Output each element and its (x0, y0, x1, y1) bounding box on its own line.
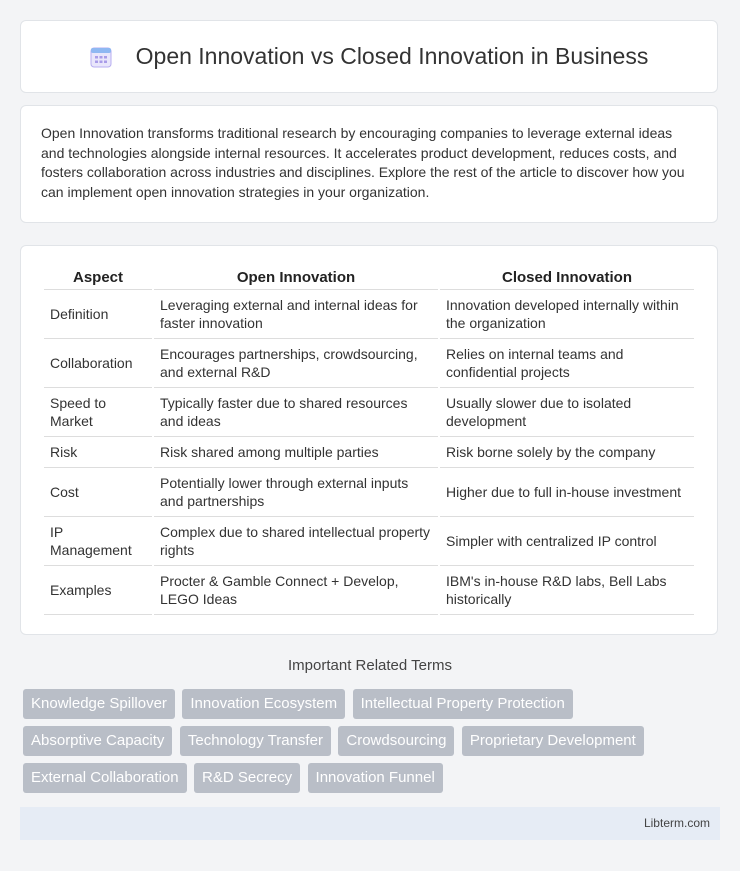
page-title: Open Innovation vs Closed Innovation in Business (135, 43, 649, 69)
open-cell: Procter & Gamble Connect + Develop, LEGO Ideas (154, 566, 438, 615)
tag-rd-secrecy[interactable]: R&D Secrecy (194, 763, 300, 793)
table-row (44, 468, 694, 517)
aspect-cell: Speed to Market (44, 388, 152, 437)
tag-intellectual-property-protection[interactable]: Intellectual Property Protection (353, 689, 573, 719)
tag-innovation-ecosystem[interactable]: Innovation Ecosystem (182, 689, 345, 719)
comparison-card (20, 245, 718, 635)
table-row (44, 437, 694, 468)
tag-proprietary-development[interactable]: Proprietary Development (462, 726, 644, 756)
footer-site-link[interactable]: Libterm.com (643, 816, 710, 830)
aspect-cell: Collaboration (44, 339, 152, 388)
header-open-innovation: Open Innovation (154, 266, 438, 290)
closed-cell: Innovation developed internally within the organization (440, 290, 694, 339)
table-row (44, 290, 694, 339)
intro-card (20, 105, 718, 223)
aspect-cell: Definition (44, 290, 152, 339)
open-cell: Complex due to shared intellectual property rights (154, 517, 438, 566)
tag-crowdsourcing[interactable]: Crowdsourcing (338, 726, 454, 756)
table-row (44, 517, 694, 566)
aspect-cell: Examples (44, 566, 152, 615)
closed-cell: IBM's in-house R&D labs, Bell Labs historically (440, 566, 694, 615)
aspect-cell: Risk (44, 437, 152, 468)
table-row (44, 339, 694, 388)
related-terms-list (23, 689, 723, 800)
related-terms-title: Important Related Terms (288, 657, 452, 674)
open-cell: Potentially lower through external inputs and partnerships (154, 468, 438, 517)
open-cell: Encourages partnerships, crowdsourcing, and external R&D (154, 339, 438, 388)
open-cell: Typically faster due to shared resources and ideas (154, 388, 438, 437)
tag-knowledge-spillover[interactable]: Knowledge Spillover (23, 689, 175, 719)
open-cell: Risk shared among multiple parties (154, 437, 438, 468)
tag-technology-transfer[interactable]: Technology Transfer (180, 726, 331, 756)
tag-innovation-funnel[interactable]: Innovation Funnel (308, 763, 443, 793)
aspect-cell: Cost (44, 468, 152, 517)
comparison-table (42, 266, 696, 615)
intro-text: Open Innovation transforms traditional research by encouraging companies to leverage external ideas and technologies alongside internal resources. It accelerates product development, reduces costs, and fosters collaboration across industries and disciplines. Explore the rest of the article to discover how you can implement open innovation strategies in your organization. (41, 125, 685, 200)
table-header-row (44, 266, 694, 290)
closed-cell: Higher due to full in-house investment (440, 468, 694, 517)
tag-absorptive-capacity[interactable]: Absorptive Capacity (23, 726, 172, 756)
closed-cell: Risk borne solely by the company (440, 437, 694, 468)
aspect-cell: IP Management (44, 517, 152, 566)
header-aspect: Aspect (44, 266, 152, 290)
closed-cell: Usually slower due to isolated development (440, 388, 694, 437)
closed-cell: Simpler with centralized IP control (440, 517, 694, 566)
header-closed-innovation: Closed Innovation (440, 266, 694, 290)
title-card (20, 20, 718, 93)
open-cell: Leveraging external and internal ideas for faster innovation (154, 290, 438, 339)
calendar-icon (90, 46, 112, 68)
table-row (44, 388, 694, 437)
closed-cell: Relies on internal teams and confidential projects (440, 339, 694, 388)
tag-external-collaboration[interactable]: External Collaboration (23, 763, 187, 793)
table-row (44, 566, 694, 615)
footer (20, 807, 720, 840)
